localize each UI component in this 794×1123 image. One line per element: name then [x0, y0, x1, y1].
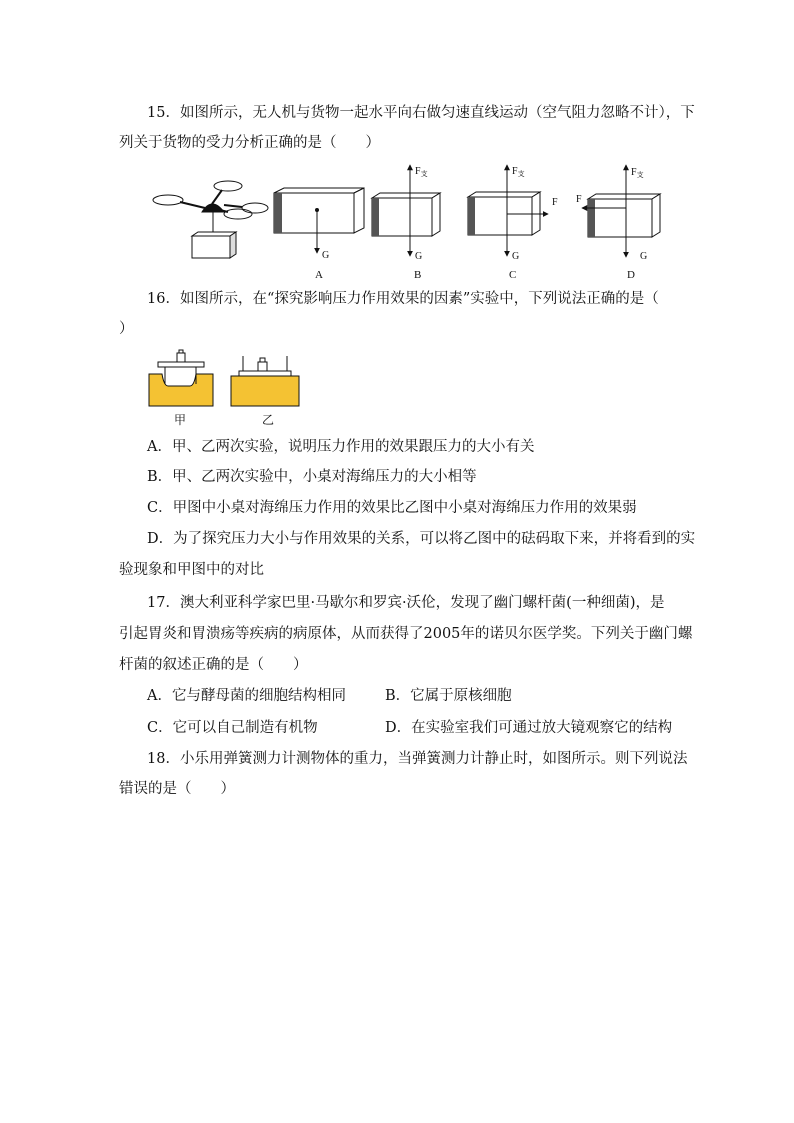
option-label-c: C	[509, 269, 517, 281]
sponge-jia	[149, 350, 213, 406]
sponge-yi	[231, 356, 299, 406]
q16-figure	[146, 348, 306, 430]
q16-option-b: B．甲、乙两次实验中，小桌对海绵压力的大小相等	[147, 469, 477, 485]
svg-text:F支	[631, 167, 644, 179]
label-f-sub-c: 支	[517, 170, 525, 178]
q16-option-c: C．甲图中小桌对海绵压力作用的效果比乙图中小桌对海绵压力作用的效果弱	[147, 500, 637, 516]
option-label-d: D	[627, 269, 635, 281]
q17-option-d: D．在实验室我们可通过放大镜观察它的结构	[385, 720, 673, 736]
q17-option-c: C．它可以自己制造有机物	[147, 720, 318, 736]
drone-illustration	[153, 181, 268, 258]
q17-line2: 引起胃炎和胃溃疡等疾病的病原体，从而获得了2005年的诺贝尔医学奖。下列关于幽门螺	[119, 626, 693, 642]
q17-line3: 杆菌的叙述正确的是（ ）	[119, 657, 308, 673]
q15-line1: 15．如图所示，无人机与货物一起水平向右做匀速直线运动（空气阻力忽略不计），下	[147, 105, 695, 121]
q16-line2: ）	[119, 321, 134, 337]
q17-option-a: A．它与酵母菌的细胞结构相同	[147, 688, 346, 704]
option-b-diagram	[372, 165, 440, 256]
svg-text:F支	[415, 166, 428, 178]
q16-line1: 16．如图所示，在“探究影响压力作用效果的因素”实验中，下列说法正确的是（	[147, 291, 659, 307]
label-g-c: G	[512, 251, 520, 262]
label-f-sub-b: 支	[420, 170, 428, 178]
option-label-a: A	[315, 269, 323, 281]
q15-line2: 列关于货物的受力分析正确的是（ ）	[119, 135, 380, 151]
q16-option-d-line1: D．为了探究压力大小与作用效果的关系，可以将乙图中的砝码取下来，并将看到的实	[147, 531, 696, 547]
q15-figure	[150, 160, 670, 282]
option-c-diagram	[468, 165, 548, 256]
q16-option-d-line2: 验现象和甲图中的对比	[119, 562, 264, 578]
svg-text:F支	[512, 166, 525, 178]
label-fh-c: F	[552, 197, 558, 208]
label-f-d: F	[631, 167, 637, 178]
label-f-c: F	[512, 166, 518, 177]
label-f-sub-d: 支	[636, 171, 644, 179]
option-d-diagram	[582, 165, 660, 257]
label-jia: 甲	[174, 413, 187, 427]
option-a-diagram	[274, 188, 364, 253]
q18-line2: 错误的是（ ）	[119, 781, 235, 797]
label-yi: 乙	[262, 413, 275, 427]
option-label-b: B	[414, 269, 422, 281]
label-g-a: G	[322, 250, 330, 261]
label-g-b: G	[415, 251, 423, 262]
q18-line1: 18．小乐用弹簧测力计测物体的重力，当弹簧测力计静止时，如图所示。则下列说法	[147, 751, 688, 767]
label-f-b: F	[415, 166, 421, 177]
q17-option-b: B．它属于原核细胞	[385, 688, 512, 704]
label-fh-d: F	[576, 194, 582, 205]
q17-line1: 17．澳大利亚科学家巴里·马歇尔和罗宾·沃伦，发现了幽门螺杆菌(一种细菌)，是	[147, 595, 665, 611]
q16-option-a: A．甲、乙两次实验，说明压力作用的效果跟压力的大小有关	[147, 439, 535, 455]
label-g-d: G	[640, 251, 648, 262]
